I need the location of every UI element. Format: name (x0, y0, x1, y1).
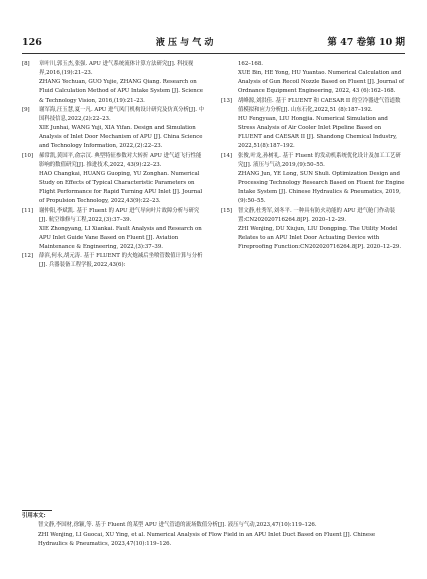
reference-cn-text: 谢仲阳,李斌凯. 基于 Fluent 的 APU 进气导向叶片故障分析与研究[J]. 航空维修与工程,2022,(3):37–39. (39, 207, 200, 223)
references-right-column (221, 60, 405, 358)
reference-12-continued-en: XUE Bin, HE Yong, HU Yuantao. Numerical Calculation and Analysis of Gun Recoil Nozzle Based on Fluent [J]. Journal of Ordnance Equipment Engineering, 2022, 43 (6):162–168. (238, 70, 404, 95)
volume-issue: 第 47 卷第 10 期 (327, 37, 405, 48)
reference-cn-text: 胡峰源,刘洪佳. 基于 FLUENT 和 CAESAR II 的空冷器进气管道数值模拟和应力分析[J]. 山东石化,2022,51 (8):187–192. (238, 97, 401, 113)
reference-12-continued-pages: 162–168. (238, 61, 263, 67)
references-left-column (22, 60, 206, 358)
reference-number: [12] (22, 253, 34, 260)
running-header (22, 34, 405, 52)
reference-cn-text: 薛滨,何永,胡元涛. 基于 FLUENT 的火炮减后坐喷管数值计算与分析[J]. 兵器装备工程学报,2022,43(6): (39, 253, 203, 269)
reference-10 (22, 152, 206, 207)
references-body (22, 60, 405, 358)
reference-cn-text: 章叶川,郭玉杰,张强. APU 进气系统流体计算方法研究[J]. 科技视界,2016,(19):21–23. (39, 61, 194, 77)
reference-number: [11] (22, 207, 34, 214)
reference-en-text: HU Fengyuan, LIU Hongjia. Numerical Simulation and Stress Analysis of Air Cooler Inlet Pipeline Based on FLUENT and CAESAR II [J]. Shandong Chemical Industry, 2022,51(8):187–192. (238, 115, 398, 150)
citation-cn: 智文静,李国材,徐颖,等. 基于 Fluent 的某型 APU 进气管道的流场数值分析[J]. 液压与气动,2023,47(10):119–126. (38, 522, 317, 529)
reference-15 (221, 207, 405, 253)
reference-13 (221, 97, 405, 152)
reference-number: [9] (22, 106, 30, 113)
citation-en: ZHI Wenjing, LI Guocai, XU Ying, et al. Numerical Analysis of Flow Field in an APU Inlet Duct Based on Fluent [J]. Chinese Hydraulics & Pneumatics, 2023,47(10):119–126. (38, 531, 376, 547)
reference-8 (22, 60, 206, 106)
header-rule (22, 53, 405, 54)
reference-cn-text: 智文静,杜秀军,刘冬平. 一种具有防火功能的 APU 进气舱门作动装置:CN202020716264.8[P]. 2020–12–29. (238, 207, 396, 223)
citation-block (22, 512, 405, 549)
reference-en-text: ZHI Wenjing, DU Xiujun, LIU Dongping. The Utility Model Relates to an APU Inlet Door Actuating Device with Fireproofing Function:CN202020716264.8[P]. 2020–12–29. (238, 225, 402, 251)
reference-en-text: XIE Junhai, WANG Yuji, XIA Yifan. Design and Simulation Analysis of Inlet Door Mechanism of APU [J]. China Science and Technology Information, 2022,(2):22–23. (39, 125, 203, 150)
reference-number: [14] (221, 152, 233, 159)
reference-en-text: ZHANG Yechuan, GUO Yujie, ZHANG Qiang. Research on Fluid Calculation Method of APU Intake System [J]. Science & Technology Vision, 2016,(19):21–23. (39, 79, 203, 104)
reference-12 (22, 252, 206, 270)
reference-number: [13] (221, 97, 233, 104)
reference-cn-text: 郝常凯,黄国平,俞宗汉. 典型特征参数对大转折 APU 进气道飞行性能影响的数值研究[J]. 推进技术,2022, 43(9):22–23. (39, 152, 202, 168)
reference-en-text: HAO Changkai, HUANG Guoping, YU Zonghan. Numerical Study on Effects of Typical Characteristic Parameters on Flight Performance for Rapid Turning APU Inlet [J]. Journal of Propulsion Technology, 2022,43(9):22–23. (39, 170, 203, 205)
reference-en-text: XIE Zhongyang, LI Xiankai. Fault Analysis and Research on APU Inlet Guide Vane Based on Fluent [J]. Aviation Maintenance & Engineering, 2022,(3):37–39. (39, 225, 202, 251)
journal-name: 液 压 与 气 动 (155, 38, 214, 48)
reference-cn-text: 谢军海,汪玉慧,夏一凡. APU 进气风门机构设计研究及仿真分析[J]. 中国科技信息,2022,(2):22–23. (39, 106, 205, 122)
reference-11 (22, 207, 206, 253)
reference-9 (22, 106, 206, 152)
reference-number: [15] (221, 207, 233, 214)
reference-number: [8] (22, 61, 30, 67)
page-number: 126 (22, 37, 42, 48)
reference-14 (221, 152, 405, 207)
citation-label: 引用本文: (22, 513, 46, 519)
reference-cn-text: 张俊,叶龙,孙树礼. 基于 Fluent 的发动机系统优化设计及加工工艺研究[J]. 液压与气动,2019,(9):50–55. (238, 152, 401, 168)
reference-en-text: ZHANG Jun, YE Long, SUN Shuli. Optimization Design and Processing Technology Research Based on Fluent for Engine Intake System [J]. Chinese Hydraulics & Pneumatics, 2019,(9):50–55. (238, 170, 405, 205)
reference-number: [10] (22, 152, 34, 159)
citation-rule (22, 510, 52, 511)
